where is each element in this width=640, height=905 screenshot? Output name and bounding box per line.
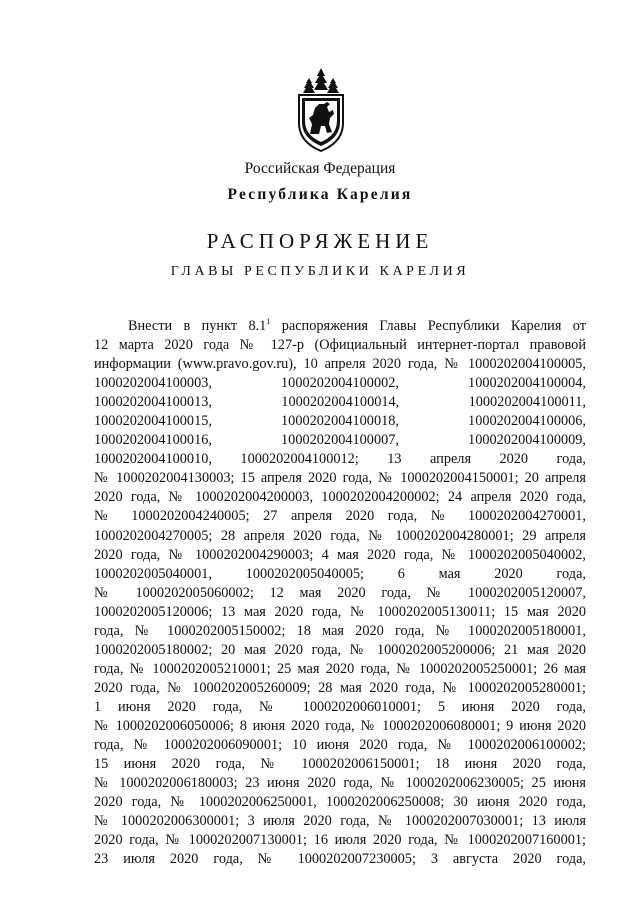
body-line: 15 июня 2020 года, № 1000202006150001; 18 июня 2020 года,	[94, 756, 586, 773]
body-line: 1000202004100015, 1000202004100018, 1000202004100006,	[94, 413, 586, 430]
coat-of-arms-icon	[296, 68, 346, 152]
body-line: 23 июля 2020 года, № 1000202007230005; 3 августа 2020 года,	[94, 851, 586, 868]
body-line: 1000202004100013, 1000202004100014, 1000202004100011,	[94, 394, 586, 411]
country-name: Российская Федерация	[244, 160, 396, 177]
document-body	[94, 317, 586, 869]
body-line: № 1000202005060002; 12 мая 2020 года, № 1000202005120007,	[94, 584, 586, 601]
body-line: 1000202005040001, 1000202005040005; 6 мая 2020 года,	[94, 565, 586, 582]
body-line: года, № 1000202005210001; 25 мая 2020 года, № 1000202005250001; 26 мая	[94, 660, 586, 677]
body-line: 1000202004270005; 28 апреля 2020 года, № 1000202004280001; 29 апреля	[94, 527, 586, 544]
footnote-superscript: 1	[266, 317, 271, 326]
body-line: 1000202004100010, 1000202004100012; 13 апреля 2020 года,	[94, 451, 586, 468]
body-line: 1000202005120006; 13 мая 2020 года, № 1000202005130011; 15 мая 2020	[94, 603, 586, 620]
body-line: 1 июня 2020 года, № 1000202006010001; 5 июня 2020 года,	[94, 698, 586, 715]
body-line: Внести в пункт $8.1^1$ распоряжения Главы Республики Карелия от	[128, 317, 586, 334]
body-line: 2020 года, № 1000202005260009; 28 мая 2020 года, № 1000202005280001;	[94, 679, 586, 696]
body-line: № 1000202006180003; 23 июня 2020 года, № 1000202006230005; 25 июня	[94, 775, 586, 792]
document-type-title: РАСПОРЯЖЕНИЕ	[206, 229, 434, 253]
body-line: 2020 года, № 1000202004200003, 1000202004200002; 24 апреля 2020 года,	[94, 489, 586, 506]
body-line: года, № 1000202005150002; 18 мая 2020 года, № 1000202005180001,	[94, 622, 586, 639]
body-line: 1000202005180002; 20 мая 2020 года, № 1000202005200006; 21 мая 2020	[94, 641, 586, 658]
body-line: № 1000202006050006; 8 июня 2020 года, № 1000202006080001; 9 июня 2020	[94, 717, 586, 734]
body-line: 1000202004100003, 1000202004100002, 1000202004100004,	[94, 375, 586, 392]
body-line: года, № 1000202006090001; 10 июня 2020 года, № 1000202006100002;	[94, 737, 586, 754]
republic-name: Республика Карелия	[227, 186, 413, 203]
body-line: № 1000202006300001; 3 июля 2020 года, № 1000202007030001; 13 июля	[94, 813, 586, 830]
body-line: № 1000202004130003; 15 апреля 2020 года, № 1000202004150001; 20 апреля	[94, 470, 586, 487]
body-line: 2020 года, № 1000202007130001; 16 июля 2020 года, № 1000202007160001;	[94, 832, 586, 849]
body-line: информации (www.pravo.gov.ru), 10 апреля 2020 года, № 1000202004100005,	[94, 356, 586, 373]
body-line: 1000202004100016, 1000202004100007, 1000202004100009,	[94, 432, 586, 449]
body-line: № 1000202004240005; 27 апреля 2020 года, № 1000202004270001,	[94, 508, 586, 525]
body-line: 12 марта 2020 года № 127-р (Официальный интернет-портал правовой	[94, 337, 586, 354]
body-line: 2020 года, № 1000202006250001, 1000202006250008; 30 июня 2020 года,	[94, 794, 586, 811]
body-line: 2020 года, № 1000202004290003; 4 мая 2020 года, № 1000202005040002,	[94, 546, 586, 563]
issuer-title: ГЛАВЫ РЕСПУБЛИКИ КАРЕЛИЯ	[170, 264, 470, 279]
